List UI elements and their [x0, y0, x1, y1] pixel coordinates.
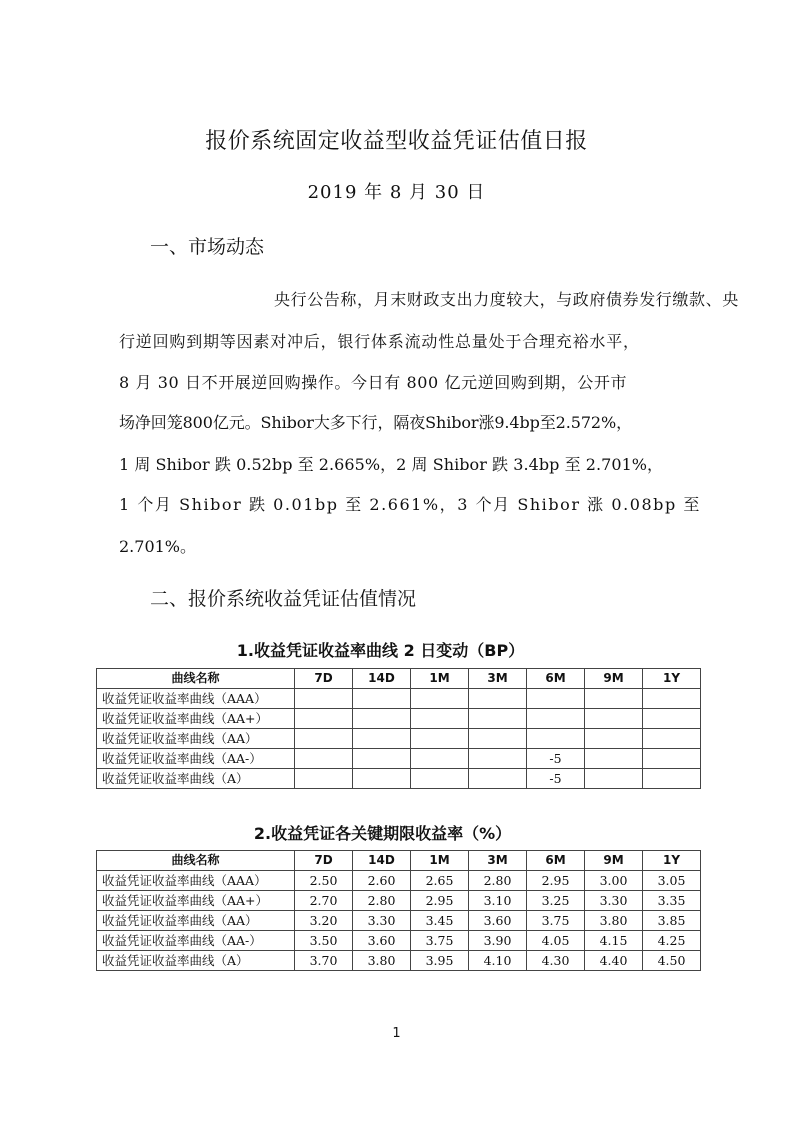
- table-row: [97, 931, 701, 951]
- value-cell: 3.95: [411, 951, 469, 971]
- curve-name-cell: 收益凭证收益率曲线（A）: [97, 951, 295, 971]
- value-cell: -5: [527, 749, 585, 769]
- paragraph-line: 8 月 30 日不开展逆回购操作。今日有 800 亿元逆回购到期，公开市: [119, 373, 628, 392]
- value-cell: [469, 749, 527, 769]
- paragraph-line: 行逆回购到期等因素对冲后，银行体系流动性总量处于合理充裕水平，: [119, 332, 640, 351]
- value-cell: [527, 709, 585, 729]
- value-cell: 3.30: [585, 891, 643, 911]
- column-header: 6M: [527, 851, 585, 871]
- table-row: [97, 891, 701, 911]
- value-cell: 3.30: [353, 911, 411, 931]
- table-row: [97, 911, 701, 931]
- value-cell: [643, 749, 701, 769]
- paragraph-line: 场净回笼800亿元。Shibor大多下行，隔夜Shibor涨9.4bp至2.572%，: [119, 413, 632, 432]
- value-cell: [411, 689, 469, 709]
- value-cell: 3.60: [469, 911, 527, 931]
- section-heading-market: 一、市场动态: [150, 236, 265, 258]
- value-cell: 3.90: [469, 931, 527, 951]
- column-header: 3M: [469, 669, 527, 689]
- value-cell: [469, 689, 527, 709]
- table-header-row: [97, 669, 701, 689]
- value-cell: [411, 729, 469, 749]
- column-header: 9M: [585, 669, 643, 689]
- value-cell: [295, 709, 353, 729]
- table-row: [97, 871, 701, 891]
- value-cell: 3.25: [527, 891, 585, 911]
- value-cell: 4.30: [527, 951, 585, 971]
- value-cell: [353, 709, 411, 729]
- value-cell: [411, 709, 469, 729]
- curve-name-cell: 收益凭证收益率曲线（AAA）: [97, 689, 295, 709]
- value-cell: [469, 729, 527, 749]
- column-header: 6M: [527, 669, 585, 689]
- value-cell: [585, 689, 643, 709]
- curve-name-cell: 收益凭证收益率曲线（AA+）: [97, 709, 295, 729]
- table2-caption: 2.收益凭证各关键期限收益率（%）: [253, 824, 512, 843]
- column-header: 14D: [353, 669, 411, 689]
- column-header: 1Y: [643, 851, 701, 871]
- value-cell: [469, 709, 527, 729]
- value-cell: 3.75: [527, 911, 585, 931]
- page-number: 1: [392, 1026, 401, 1041]
- value-cell: [295, 729, 353, 749]
- column-header: 7D: [295, 851, 353, 871]
- value-cell: -5: [527, 769, 585, 789]
- value-cell: [585, 709, 643, 729]
- curve-name-cell: 收益凭证收益率曲线（AA）: [97, 729, 295, 749]
- value-cell: 3.35: [643, 891, 701, 911]
- value-cell: 4.05: [527, 931, 585, 951]
- value-cell: 4.10: [469, 951, 527, 971]
- table-row: [97, 709, 701, 729]
- value-cell: 3.20: [295, 911, 353, 931]
- value-cell: [411, 769, 469, 789]
- column-header: 曲线名称: [97, 851, 295, 871]
- value-cell: [295, 749, 353, 769]
- value-cell: [295, 689, 353, 709]
- table-row: [97, 769, 701, 789]
- value-cell: [643, 729, 701, 749]
- curve-name-cell: 收益凭证收益率曲线（AA+）: [97, 891, 295, 911]
- value-cell: 3.50: [295, 931, 353, 951]
- value-cell: 3.85: [643, 911, 701, 931]
- table-row: [97, 729, 701, 749]
- value-cell: 3.80: [585, 911, 643, 931]
- value-cell: 2.95: [411, 891, 469, 911]
- value-cell: 4.15: [585, 931, 643, 951]
- value-cell: 2.70: [295, 891, 353, 911]
- value-cell: 2.50: [295, 871, 353, 891]
- curve-name-cell: 收益凭证收益率曲线（AA-）: [97, 749, 295, 769]
- value-cell: [411, 749, 469, 769]
- value-cell: 2.95: [527, 871, 585, 891]
- table1-caption: 1.收益凭证收益率曲线 2 日变动（BP）: [236, 641, 525, 660]
- value-cell: 2.80: [353, 891, 411, 911]
- value-cell: [643, 769, 701, 789]
- table-header-row: [97, 851, 701, 871]
- column-header: 9M: [585, 851, 643, 871]
- curve-name-cell: 收益凭证收益率曲线（AA-）: [97, 931, 295, 951]
- value-cell: 2.80: [469, 871, 527, 891]
- value-cell: [295, 769, 353, 789]
- value-cell: [353, 689, 411, 709]
- value-cell: [527, 689, 585, 709]
- column-header: 3M: [469, 851, 527, 871]
- column-header: 7D: [295, 669, 353, 689]
- section-heading-valuation: 二、报价系统收益凭证估值情况: [150, 588, 417, 610]
- column-header: 1M: [411, 669, 469, 689]
- column-header: 1Y: [643, 669, 701, 689]
- value-cell: 3.70: [295, 951, 353, 971]
- value-cell: 3.80: [353, 951, 411, 971]
- value-cell: 4.50: [643, 951, 701, 971]
- value-cell: 2.60: [353, 871, 411, 891]
- paragraph-line: 1 个月 Shibor 跌 0.01bp 至 2.661%，3 个月 Shibor 涨 0.08bp 至: [119, 495, 701, 514]
- bp-change-table: [96, 668, 701, 789]
- column-header: 1M: [411, 851, 469, 871]
- report-date: 2019 年 8 月 30 日: [307, 182, 486, 203]
- value-cell: 3.45: [411, 911, 469, 931]
- column-header: 曲线名称: [97, 669, 295, 689]
- value-cell: [643, 709, 701, 729]
- value-cell: [353, 749, 411, 769]
- report-title: 报价系统固定收益型收益凭证估值日报: [205, 129, 588, 154]
- value-cell: [585, 749, 643, 769]
- value-cell: 4.25: [643, 931, 701, 951]
- paragraph-line: 央行公告称，月末财政支出力度较大，与政府债券发行缴款、央: [274, 290, 739, 309]
- value-cell: [353, 729, 411, 749]
- table-row: [97, 749, 701, 769]
- value-cell: [643, 689, 701, 709]
- value-cell: 3.10: [469, 891, 527, 911]
- value-cell: 2.65: [411, 871, 469, 891]
- curve-name-cell: 收益凭证收益率曲线（AA）: [97, 911, 295, 931]
- value-cell: [585, 769, 643, 789]
- curve-name-cell: 收益凭证收益率曲线（A）: [97, 769, 295, 789]
- value-cell: 3.75: [411, 931, 469, 951]
- table-row: [97, 689, 701, 709]
- value-cell: [527, 729, 585, 749]
- value-cell: [353, 769, 411, 789]
- value-cell: 3.00: [585, 871, 643, 891]
- curve-name-cell: 收益凭证收益率曲线（AAA）: [97, 871, 295, 891]
- value-cell: 4.40: [585, 951, 643, 971]
- value-cell: 3.60: [353, 931, 411, 951]
- paragraph-line: 1 周 Shibor 跌 0.52bp 至 2.665%，2 周 Shibor 跌 3.4bp 至 2.701%，: [119, 455, 664, 474]
- column-header: 14D: [353, 851, 411, 871]
- value-cell: 3.05: [643, 871, 701, 891]
- paragraph-line: 2.701%。: [119, 537, 197, 556]
- yield-table: [96, 850, 701, 971]
- table-row: [97, 951, 701, 971]
- value-cell: [585, 729, 643, 749]
- value-cell: [469, 769, 527, 789]
